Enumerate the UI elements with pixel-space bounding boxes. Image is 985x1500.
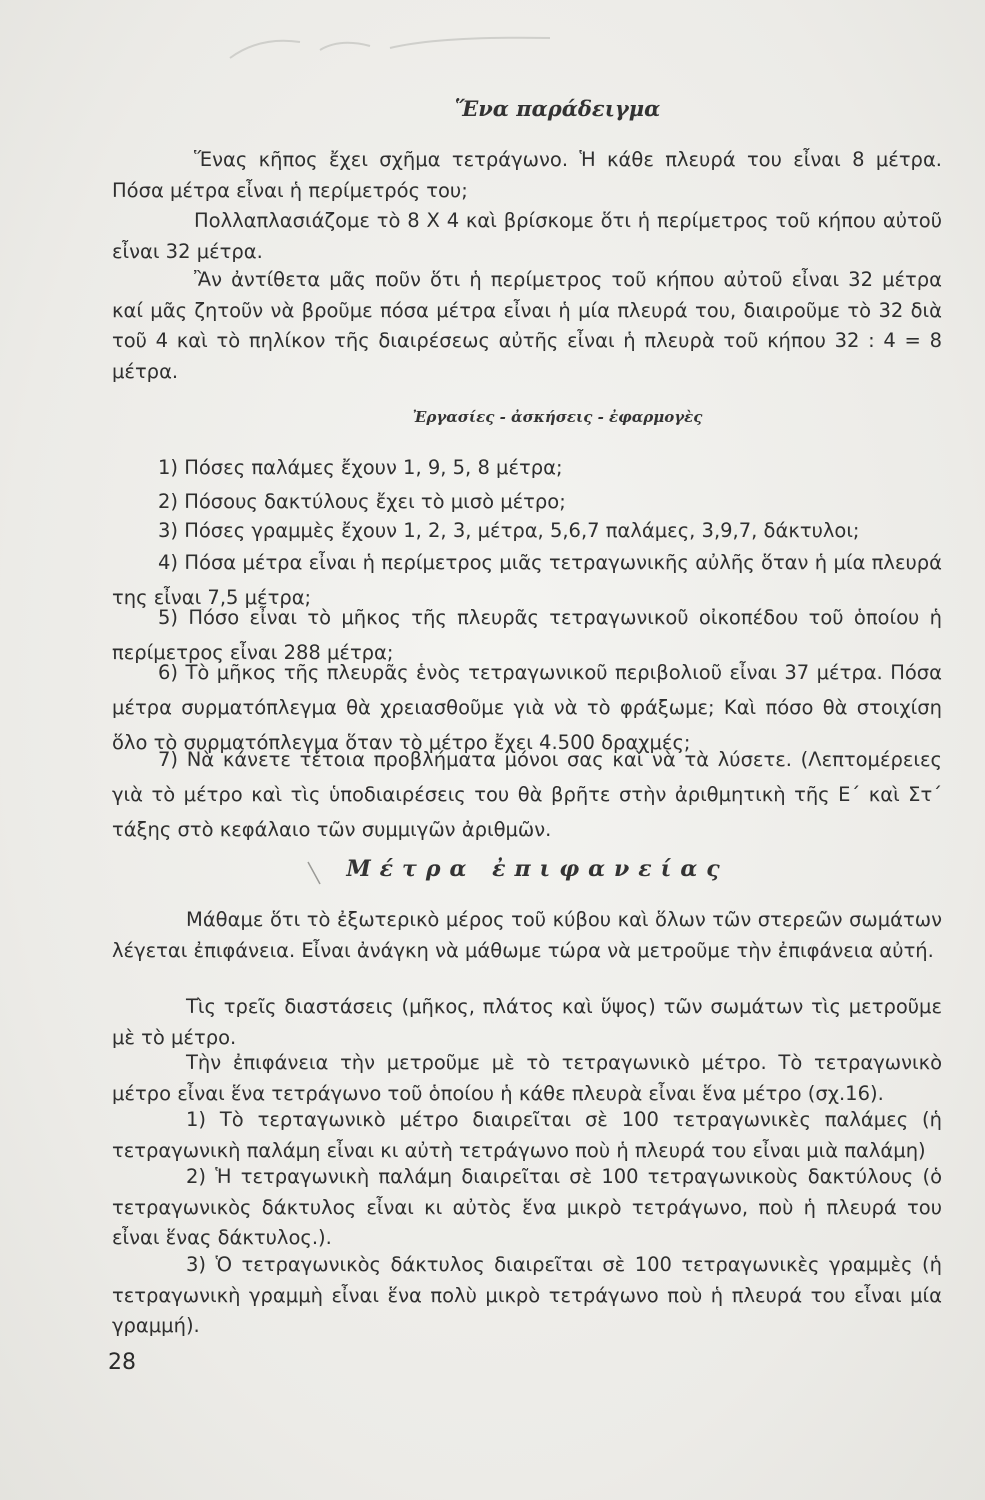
intro-paragraph-2: Πολλαπλασιάζομε τὸ 8 Χ 4 καὶ βρίσκομε ὅτι ἡ περίμετρος τοῦ κήπου αὐτοῦ εἶναι 32 μέτρα. (112, 209, 942, 263)
section-title-surface-measures: Μέτρα ἐπιφανείας (346, 856, 729, 882)
surface-paragraph-6: 3) Ὁ τετραγωνικὸς δάκτυλος διαιρεῖται σὲ 100 τετραγωνικὲς γραμμὲς (ἡ τετραγωνικὴ γραμμὴ εἶναι ἕνα πολὺ μικρὸ τετράγωνο ποὺ ἡ πλευρά του εἶναι μία γραμμή). (112, 1253, 942, 1337)
exercise-item-6: 6) Τὸ μῆκος τῆς πλευρᾶς ἑνὸς τετραγωνικοῦ περιβολιοῦ εἶναι 37 μέτρα. Πόσα μέτρα συρματόπλεγμα θὰ χρειασθοῦμε γιὰ νὰ τὸ φράξωμε; Καὶ πόσο θὰ στοιχίση ὅλο τὸ συρματόπλεγμα ὅταν τὸ μέτρο ἔχει 4.500 δραχμές; (112, 661, 942, 754)
surface-paragraph-1: Μάθαμε ὅτι τὸ ἐξωτερικὸ μέρος τοῦ κύβου καὶ ὅλων τῶν στερεῶν σωμάτων λέγεται ἐπιφάνεια. Εἶναι ἀνάγκη νὰ μάθωμε τώρα νὰ μετροῦμε τὴν ἐπιφάνεια αὐτή. (112, 908, 942, 962)
exercise-item-2: 2) Πόσους δακτύλους ἔχει τὸ μισὸ μέτρο; (158, 490, 566, 513)
section-title-example: Ἕνα παράδειγμα (454, 96, 661, 121)
intro-paragraph-1: Ἕνας κῆπος ἔχει σχῆμα τετράγωνο. Ἡ κάθε πλευρά του εἶναι 8 μέτρα. Πόσα μέτρα εἶναι ἡ περίμετρός του; (112, 148, 942, 202)
intro-paragraph-3: Ἂν ἀντίθετα μᾶς ποῦν ὅτι ἡ περίμετρος τοῦ κήπου αὐτοῦ εἶναι 32 μέτρα καί μᾶς ζητοῦν νὰ βροῦμε πόσα μέτρα εἶναι ἡ μία πλευρά του, διαιροῦμε τὸ 32 διὰ τοῦ 4 καὶ τὸ πηλίκον τῆς διαιρέσεως αὐτῆς εἶναι ἡ πλευρὰ τοῦ κήπου 32 : 4 = 8 μέτρα. (112, 268, 942, 383)
surface-paragraph-2: Τὶς τρεῖς διαστάσεις (μῆκος, πλάτος καὶ ὕψος) τῶν σωμάτων τὶς μετροῦμε μὲ τὸ μέτρο. (112, 995, 942, 1049)
exercise-item-7: 7) Νὰ κάνετε τέτοια προβλήματα μόνοι σας καὶ νὰ τὰ λύσετε. (Λεπτομέρειες γιὰ τὸ μέτρο καὶ τὶς ὑποδιαιρέσεις του θὰ βρῆτε στὴν ἀριθμητικὴ τῆς Ε΄ καὶ Στ΄ τάξης στὸ κεφάλαιο τῶν συμμιγῶν ἀριθμῶν. (112, 748, 942, 841)
page-number: 28 (108, 1350, 136, 1375)
scan-smudge-arc (220, 28, 600, 88)
exercise-item-3: 3) Πόσες γραμμὲς ἔχουν 1, 2, 3, μέτρα, 5,6,7 παλάμες, 3,9,7, δάκτυλοι; (158, 519, 860, 542)
surface-paragraph-5: 2) Ἡ τετραγωνικὴ παλάμη διαιρεῖται σὲ 100 τετραγωνικοὺς δακτύλους (ὁ τετραγωνικὸς δάκτυλος εἶναι κι αὐτὸς ἕνα μικρὸ τετράγωνο, ποὺ ἡ πλευρά του εἶναι ἕνας δάκτυλος.). (112, 1165, 942, 1249)
exercise-item-1: 1) Πόσες παλάμες ἔχουν 1, 9, 5, 8 μέτρα; (158, 456, 563, 479)
exercise-item-5: 5) Πόσο εἶναι τὸ μῆκος τῆς πλευρᾶς τετραγωνικοῦ οἰκοπέδου τοῦ ὁποίου ἡ περίμετρος εἶναι 288 μέτρα; (112, 606, 942, 664)
surface-paragraph-3: Τὴν ἐπιφάνεια τὴν μετροῦμε μὲ τὸ τετραγωνικὸ μέτρο. Τὸ τετραγωνικὸ μέτρο εἶναι ἕνα τετράγωνο τοῦ ὁποίου ἡ κάθε πλευρὰ εἶναι ἕνα μέτρο (σχ.16). (112, 1051, 942, 1105)
exercises-title: Ἐργασίες - ἀσκήσεις - ἐφαρμογὲς (412, 408, 703, 426)
surface-paragraph-4: 1) Τὸ τερταγωνικὸ μέτρο διαιρεῖται σὲ 100 τετραγωνικὲς παλάμες (ἡ τετραγωνικὴ παλάμη εἶναι κι αὐτὴ τετράγωνο ποὺ ἡ πλευρά του εἶναι μιὰ παλάμη) (112, 1108, 942, 1162)
exercise-item-4: 4) Πόσα μέτρα εἶναι ἡ περίμετρος μιᾶς τετραγωνικῆς αὐλῆς ὅταν ἡ μία πλευρά της εἶναι 7,5 μέτρα; (112, 551, 942, 609)
